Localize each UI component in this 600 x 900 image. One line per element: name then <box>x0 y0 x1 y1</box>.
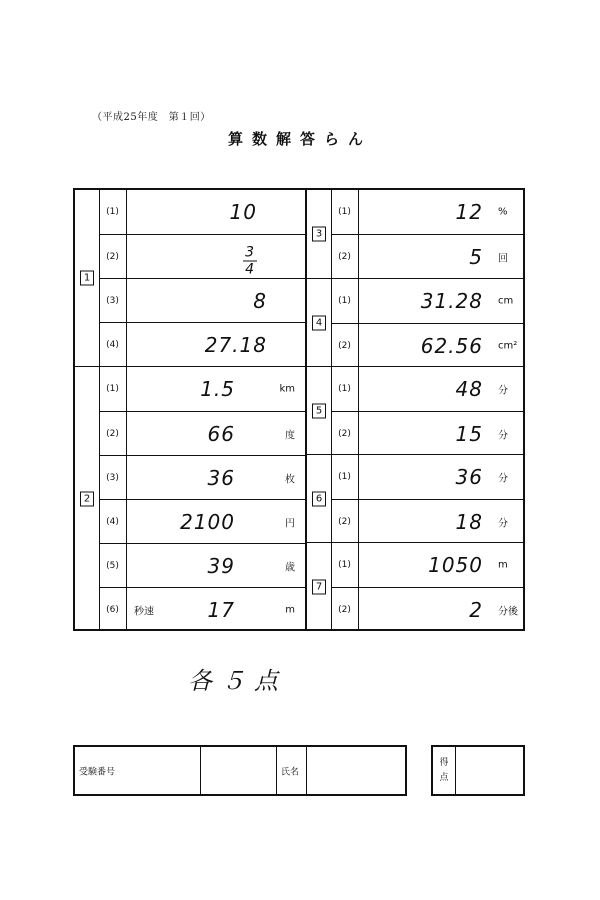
handwritten-answer: 15 <box>455 421 483 446</box>
question-number-cell <box>307 367 332 454</box>
name-label-cell <box>277 747 307 794</box>
score-label-char-1: 得 <box>439 758 449 769</box>
question-number-cell <box>307 279 332 366</box>
answer-field[interactable] <box>358 412 525 455</box>
question-number: 3 <box>312 227 326 242</box>
answer-field[interactable] <box>126 456 305 499</box>
answer-row <box>99 543 305 587</box>
answer-column-right <box>305 190 525 629</box>
sub-question-number: (1) <box>331 367 359 411</box>
answer-field[interactable] <box>358 500 525 543</box>
answer-unit: m <box>285 604 295 615</box>
answer-unit: 度 <box>285 430 295 441</box>
exam-year-note: （平成25年度 第１回） <box>92 112 211 123</box>
question-group <box>307 542 525 630</box>
answer-row <box>331 587 525 631</box>
answer-unit: cm² <box>498 340 518 351</box>
sub-question-number: (1) <box>331 279 359 323</box>
handwritten-answer: 31.28 <box>420 289 483 313</box>
answer-column-left <box>75 190 305 629</box>
answer-unit: m <box>498 559 508 571</box>
score-field[interactable] <box>456 747 523 794</box>
sub-question-number: (1) <box>99 367 127 411</box>
handwritten-answer: 1050 <box>428 553 483 577</box>
page-title: 算数解答らん <box>227 130 372 148</box>
question-number: 6 <box>312 491 326 506</box>
answer-row <box>99 411 305 455</box>
answer-unit: cm <box>498 295 514 307</box>
handwritten-answer: 2100 <box>180 509 235 534</box>
question-group <box>75 366 305 630</box>
answer-row <box>331 543 525 587</box>
answer-row <box>99 367 305 411</box>
answer-unit: 分後 <box>498 606 518 617</box>
question-number-cell <box>307 190 332 278</box>
score-box <box>431 745 525 796</box>
handwritten-answer: 8 <box>253 288 267 313</box>
handwritten-answer: 10 <box>229 200 257 224</box>
answer-row <box>99 499 305 543</box>
sub-question-number: (2) <box>99 235 127 278</box>
answer-row <box>99 278 305 322</box>
answer-field[interactable] <box>126 323 305 366</box>
answer-field[interactable] <box>358 588 525 631</box>
question-number: 7 <box>312 579 326 594</box>
sub-question-number: (3) <box>99 279 127 322</box>
answer-unit: 円 <box>285 518 295 529</box>
grading-note: 各５点 <box>188 667 287 695</box>
question-number-cell <box>75 190 100 366</box>
answer-row <box>99 455 305 499</box>
answer-unit: 分 <box>498 473 508 485</box>
answer-unit: 枚 <box>285 474 295 485</box>
answer-field[interactable] <box>126 412 305 455</box>
answer-row <box>331 190 525 234</box>
answer-field[interactable] <box>126 544 305 587</box>
answer-row <box>99 190 305 234</box>
question-group <box>307 278 525 366</box>
sub-question-number: (1) <box>331 190 359 234</box>
answer-field[interactable] <box>358 367 525 411</box>
answer-sheet <box>73 188 525 631</box>
answer-field[interactable] <box>358 235 525 278</box>
score-label-char-2: 点 <box>439 772 449 783</box>
sub-question-number: (2) <box>331 588 359 631</box>
answer-row <box>99 587 305 631</box>
handwritten-answer: 17 <box>207 597 235 622</box>
sub-question-number: (2) <box>331 412 359 455</box>
question-number: 1 <box>80 271 94 286</box>
handwritten-answer: 48 <box>455 377 483 401</box>
question-group <box>307 366 525 454</box>
handwritten-answer: 5 <box>469 244 483 269</box>
question-group <box>307 454 525 542</box>
answer-field[interactable] <box>126 190 305 234</box>
answer-prefix: 秒速 <box>134 606 154 617</box>
name-label: 氏名 <box>281 767 300 777</box>
answer-field[interactable] <box>126 500 305 543</box>
fraction <box>243 245 257 276</box>
fraction-numerator: 3 <box>245 244 255 260</box>
score-label <box>433 747 456 794</box>
answer-row <box>331 499 525 543</box>
answer-unit: 分 <box>498 518 508 529</box>
answer-unit: 分 <box>498 385 508 397</box>
sub-question-number: (1) <box>99 190 127 234</box>
question-number-cell <box>307 543 332 630</box>
handwritten-answer: 12 <box>455 200 483 224</box>
answer-row <box>331 323 525 367</box>
handwritten-answer: 36 <box>207 465 235 490</box>
handwritten-answer <box>243 237 257 276</box>
sub-question-number: (6) <box>99 588 127 631</box>
handwritten-answer: 1.5 <box>200 377 235 401</box>
exam-number-label: 受験番号 <box>79 767 116 777</box>
question-number-cell <box>307 455 332 542</box>
examinee-info-box <box>73 745 407 796</box>
answer-unit: 分 <box>498 430 508 441</box>
sub-question-number: (1) <box>331 543 359 587</box>
handwritten-answer: 27.18 <box>204 332 267 357</box>
answer-field[interactable] <box>358 279 525 323</box>
answer-unit: km <box>279 383 295 395</box>
answer-field[interactable] <box>126 279 305 322</box>
answer-field[interactable] <box>358 324 525 367</box>
answer-unit: % <box>498 206 508 218</box>
question-number: 5 <box>312 403 326 418</box>
answer-field[interactable] <box>126 367 305 411</box>
answer-unit: 歳 <box>285 562 295 573</box>
sub-question-number: (3) <box>99 456 127 499</box>
question-number: 4 <box>312 315 326 330</box>
sub-question-number: (2) <box>331 235 359 278</box>
answer-unit: 回 <box>498 253 508 264</box>
handwritten-answer: 18 <box>455 509 483 534</box>
question-number: 2 <box>80 491 94 506</box>
answer-field[interactable] <box>358 190 525 234</box>
answer-field[interactable] <box>126 588 305 631</box>
name-field[interactable] <box>307 747 405 794</box>
answer-field[interactable] <box>358 455 525 499</box>
handwritten-answer: 62.56 <box>420 333 483 358</box>
handwritten-answer: 66 <box>207 421 235 446</box>
sub-question-number: (4) <box>99 500 127 543</box>
sub-question-number: (5) <box>99 544 127 587</box>
sub-question-number: (2) <box>331 324 359 367</box>
answer-row <box>331 411 525 455</box>
sub-question-number: (2) <box>331 500 359 543</box>
answer-row <box>99 322 305 366</box>
sub-question-number: (1) <box>331 455 359 499</box>
exam-number-label-cell <box>75 747 201 794</box>
answer-row <box>99 234 305 278</box>
sub-question-number: (4) <box>99 323 127 366</box>
answer-row <box>331 455 525 499</box>
fraction-denominator: 4 <box>245 261 255 277</box>
handwritten-answer: 36 <box>455 465 483 489</box>
handwritten-answer: 2 <box>469 597 483 622</box>
question-number-cell <box>75 367 100 630</box>
handwritten-answer: 39 <box>207 553 235 578</box>
answer-field[interactable] <box>126 235 305 278</box>
answer-field[interactable] <box>358 543 525 587</box>
question-group <box>307 190 525 278</box>
answer-row <box>331 367 525 411</box>
answer-row <box>331 279 525 323</box>
question-group <box>75 190 305 366</box>
answer-row <box>331 234 525 278</box>
sub-question-number: (2) <box>99 412 127 455</box>
exam-number-field[interactable] <box>201 747 277 794</box>
